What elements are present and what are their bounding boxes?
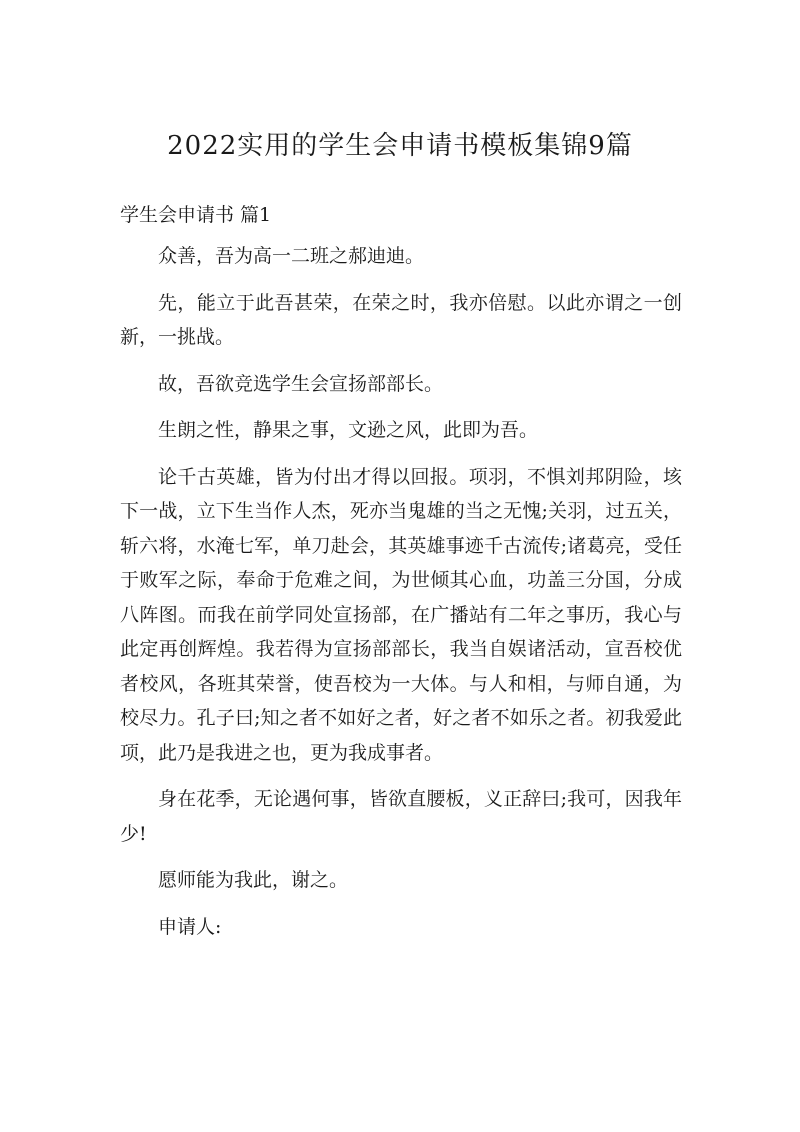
document-title: 2022实用的学生会申请书模板集锦9篇 (167, 131, 633, 161)
paragraph-intro: 先，能立于此吾甚荣，在荣之时，我亦倍慰。以此亦谓之一创新，一挑战。 (120, 291, 682, 348)
paragraph-youth: 身在花季，无论遇何事，皆欲直腰板，义正辞曰;我可，因我年少! (120, 788, 682, 845)
paragraph-thanks: 愿师能为我此，谢之。 (158, 869, 349, 891)
paragraph-applicant: 申请人: (158, 915, 222, 938)
document-body (120, 239, 682, 956)
paragraph-greeting: 众善，吾为高一二班之郝迪迪。 (158, 245, 425, 267)
paragraph-character: 生朗之性，静果之事，文逊之风，此即为吾。 (158, 419, 539, 441)
paragraph-main: 论千古英雄，皆为付出才得以回报。项羽，不惧刘邦阴险，垓下一战，立下生当作人杰，死亦当鬼雄的当之无愧;关羽，过五关，斩六将，水淹七军，单刀赴会，其英雄事迹千古流传;诸葛亮，受任于败军之际，奉命于危难之间，为世倾其心血，功盖三分国，分成八阵图。而我在前学同处宣扬部，在广播站有二年之事历，我心与此定再创辉煌。我若得为宣扬部部长，我当自娱诸活动，宣吾校优者校风，各班其荣誉，使吾校为一大体。与人和相，与师自通，为校尽力。孔子曰;知之者不如好之者，好之者不如乐之者。初我爱此项，此乃是我进之也，更为我成事者。 (120, 465, 682, 764)
paragraph-intent: 故，吾欲竞选学生会宣扬部部长。 (158, 372, 444, 395)
section-heading: 学生会申请书 篇1 (120, 204, 272, 226)
